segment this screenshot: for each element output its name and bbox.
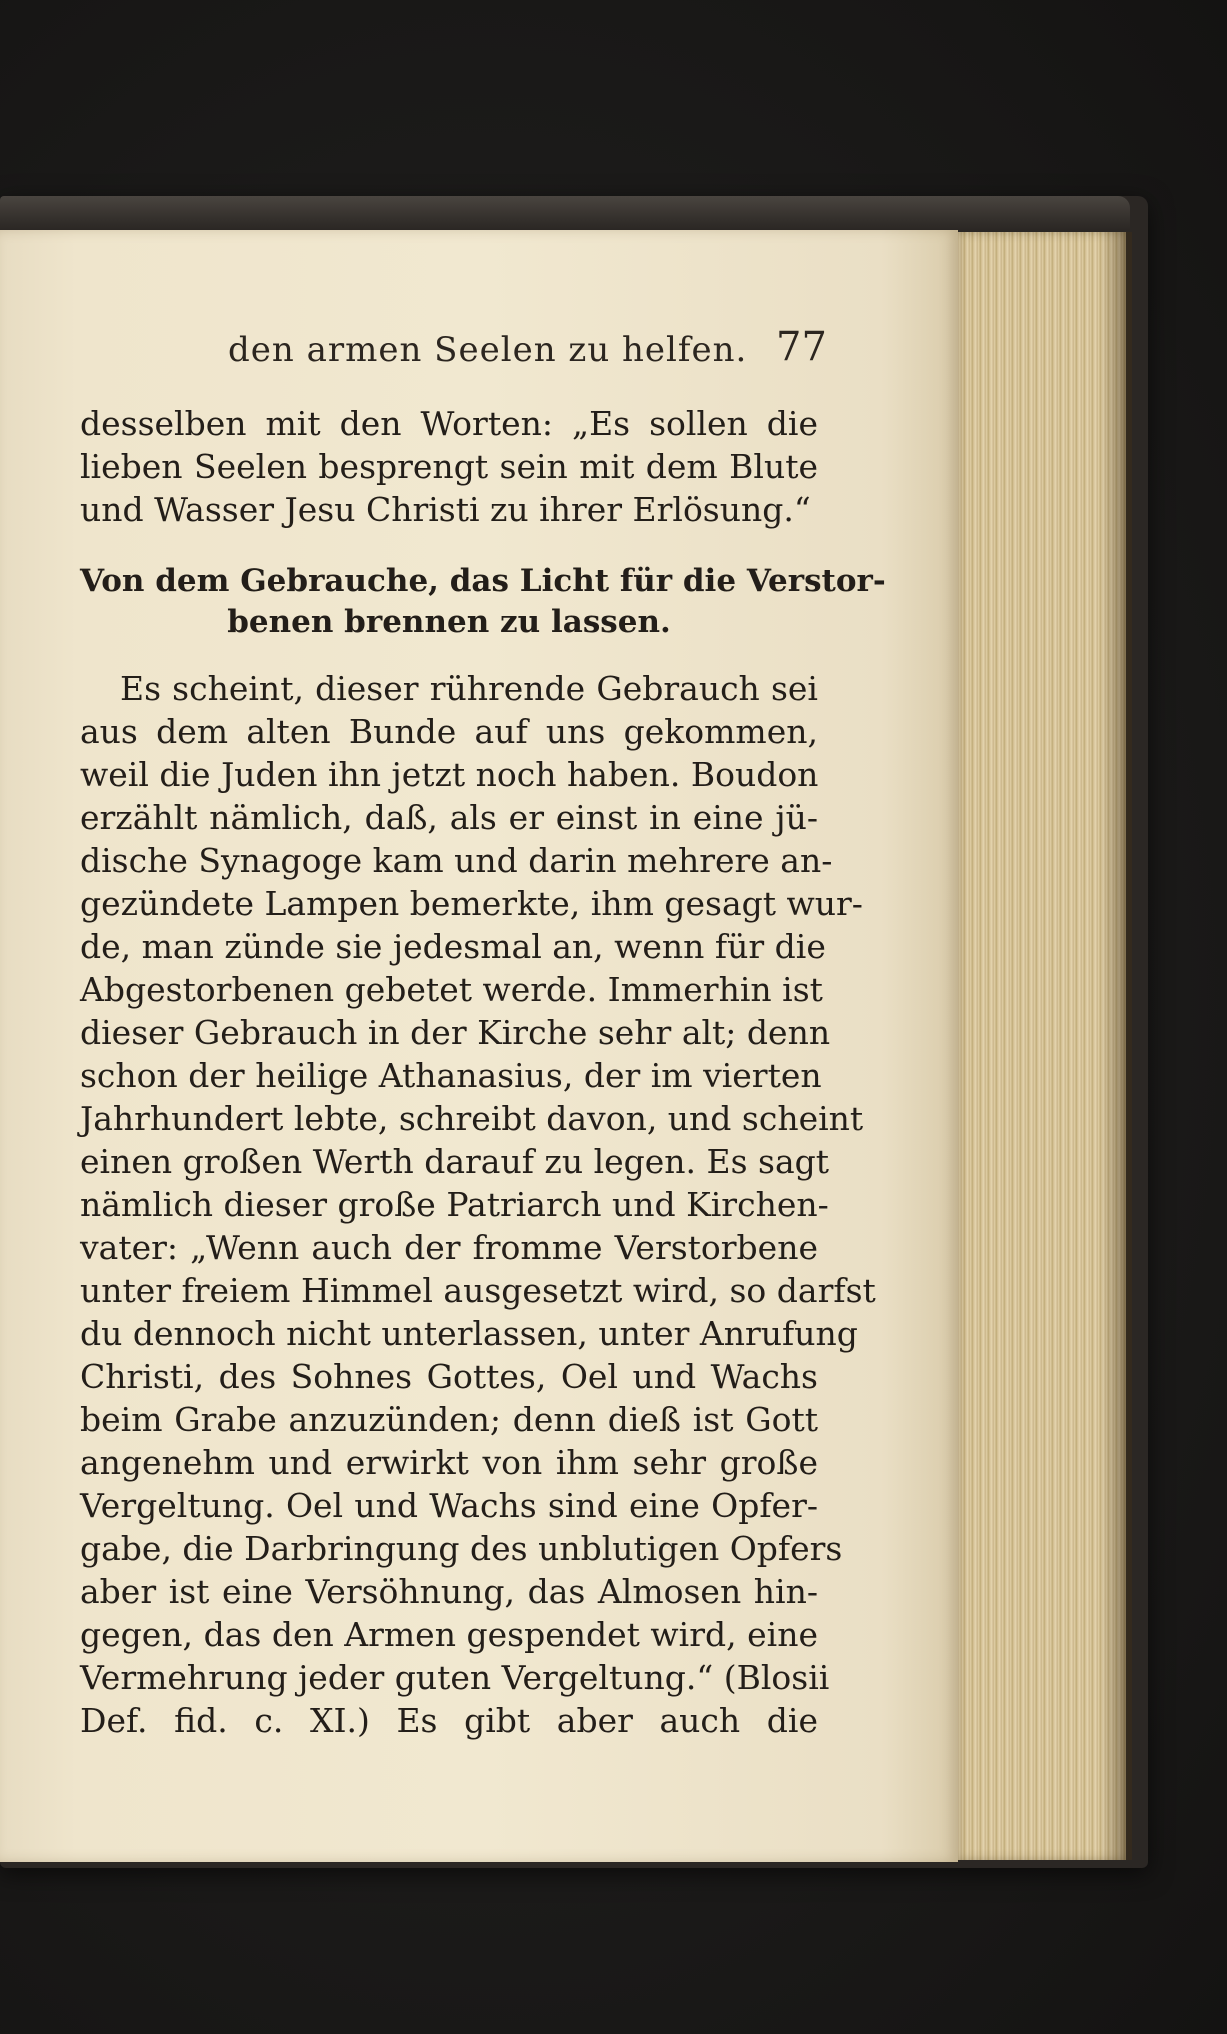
text-line: lieben Seelen besprengt sein mit dem Blute <box>80 447 818 486</box>
text-line: gabe, die Darbringung des unblutigen Opfers <box>80 1529 843 1568</box>
text-line: dieser Gebrauch in der Kirche sehr alt; denn <box>80 1013 831 1052</box>
spacer <box>80 643 818 667</box>
text-line: desselben mit den Worten: „Es sollen die <box>80 404 818 443</box>
text-line: Def. fid. c. XI.) Es gibt aber auch die <box>80 1701 818 1740</box>
text-line: und Wasser Jesu Christi zu ihrer Erlösung.“ <box>80 490 811 529</box>
text-line: de, man zünde sie jedesmal an, wenn für die <box>80 927 826 966</box>
text-line: du dennoch nicht unterlassen, unter Anrufung <box>80 1314 858 1353</box>
book-cover-edge <box>0 196 1130 230</box>
text-line: unter freiem Himmel ausgesetzt wird, so darfst <box>80 1271 876 1310</box>
section-heading-line: benen brennen zu lassen. <box>227 604 671 640</box>
text-line: Es scheint, dieser rührende Gebrauch sei <box>120 669 818 708</box>
text-line: erzählt nämlich, daß, als er einst in eine jü- <box>80 798 818 837</box>
text-line: dische Synagoge kam und darin mehrere an- <box>80 841 833 880</box>
text-line: weil die Juden ihn jetzt noch haben. Boudon <box>80 755 819 794</box>
page-number: 77 <box>776 324 827 370</box>
text-line: schon der heilige Athanasius, der im vierten <box>80 1056 822 1095</box>
text-line: Vermehrung jeder guten Vergeltung.“ (Blosii <box>80 1658 830 1697</box>
text-line: nämlich dieser große Patriarch und Kirchen- <box>80 1185 829 1224</box>
text-line: gegen, das den Armen gespendet wird, eine <box>80 1615 818 1654</box>
text-line: Jahrhundert lebte, schreibt davon, und scheint <box>80 1099 864 1138</box>
text-line: beim Grabe anzuzünden; denn dieß ist Gott <box>80 1400 818 1439</box>
page-edges-shadow <box>1100 232 1132 1860</box>
text-line: aber ist eine Versöhnung, das Almosen hin- <box>80 1572 818 1611</box>
page-header <box>0 324 958 380</box>
text-line: vater: „Wenn auch der fromme Verstorbene <box>80 1228 818 1267</box>
text-line: einen großen Werth darauf zu legen. Es sagt <box>80 1142 830 1181</box>
page-body <box>80 402 886 1742</box>
spacer <box>80 531 818 561</box>
text-line: Abgestorbenen gebetet werde. Immerhin ist <box>80 970 823 1009</box>
section-heading-line: Von dem Gebrauche, das Licht für die Verstor- <box>80 563 886 599</box>
text-line: Vergeltung. Oel und Wachs sind eine Opfer- <box>80 1486 818 1525</box>
text-line: aus dem alten Bunde auf uns gekommen, <box>80 712 818 751</box>
running-title: den armen Seelen zu helfen. <box>228 330 748 370</box>
text-line: gezündete Lampen bemerkte, ihm gesagt wur- <box>80 884 863 923</box>
text-line: angenehm und erwirkt von ihm sehr große <box>80 1443 818 1482</box>
text-line: Christi, des Sohnes Gottes, Oel und Wachs <box>80 1357 818 1396</box>
